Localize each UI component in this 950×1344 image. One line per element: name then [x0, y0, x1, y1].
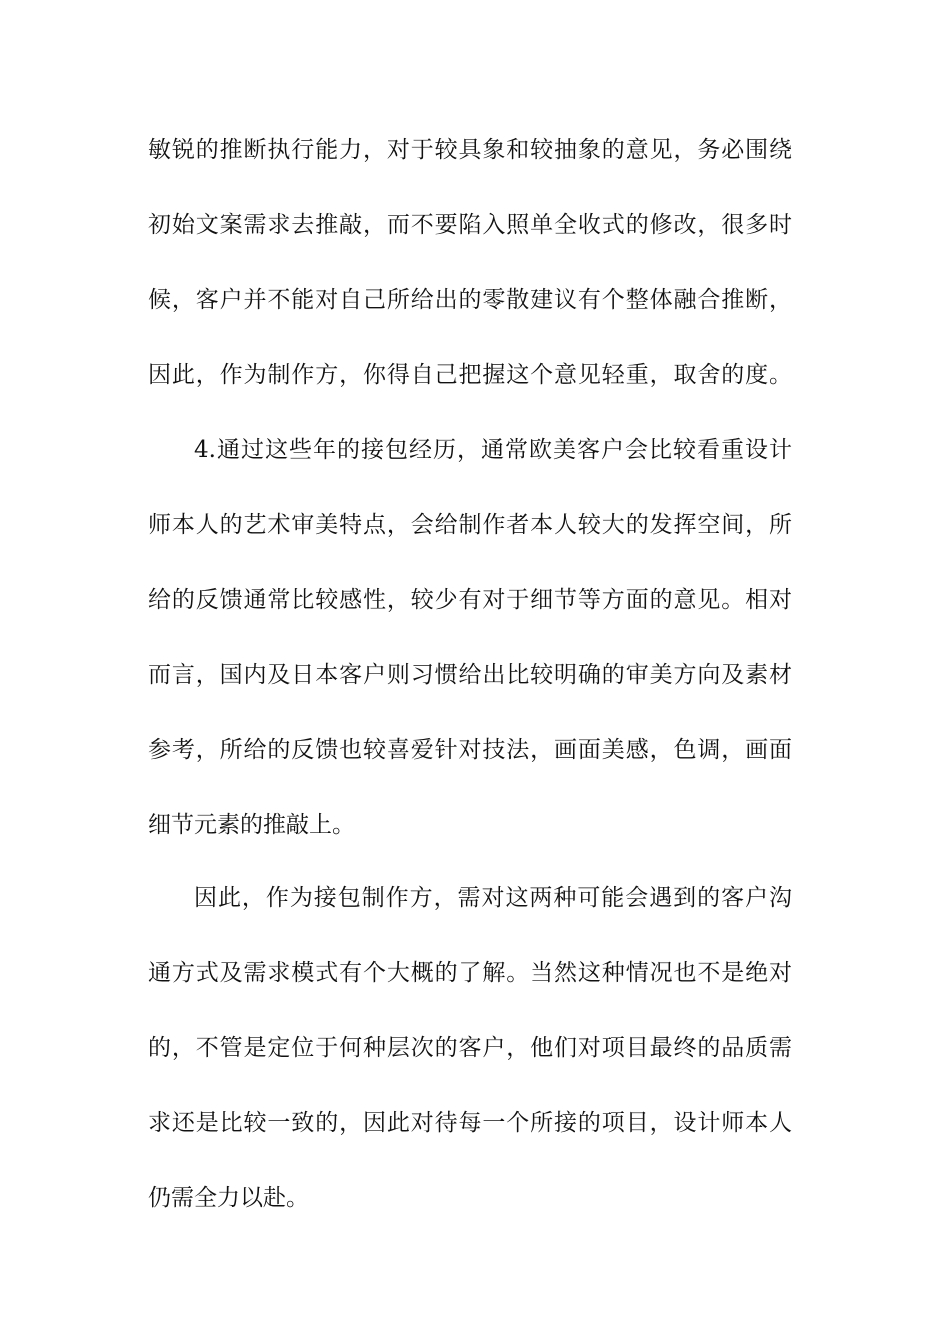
text-line: 给的反馈通常比较感性，较少有对于细节等方面的意见。相对 [148, 587, 792, 613]
text-line: 4.通过这些年的接包经历，通常欧美客户会比较看重设计 [194, 437, 792, 463]
text-line: 的，不管是定位于何种层次的客户，他们对项目最终的品质需 [148, 1035, 792, 1061]
text-line: 仍需全力以赴。 [148, 1185, 309, 1211]
text-line: 候，客户并不能对自己所给出的零散建议有个整体融合推断， [148, 287, 792, 313]
text-line: 师本人的艺术审美特点，会给制作者本人较大的发挥空间，所 [148, 512, 792, 538]
text-line: 敏锐的推断执行能力，对于较具象和较抽象的意见，务必围绕 [148, 137, 792, 163]
text-line: 细节元素的推敲上。 [148, 812, 355, 838]
text-line: 求还是比较一致的，因此对待每一个所接的项目，设计师本人 [148, 1110, 792, 1136]
text-line: 初始文案需求去推敲，而不要陷入照单全收式的修改，很多时 [148, 212, 792, 238]
text-line: 通方式及需求模式有个大概的了解。当然这种情况也不是绝对 [148, 960, 792, 986]
text-line: 因此，作为制作方，你得自己把握这个意见轻重，取舍的度。 [148, 362, 792, 388]
text-line: 而言，国内及日本客户则习惯给出比较明确的审美方向及素材 [148, 662, 792, 688]
text-line: 因此，作为接包制作方，需对这两种可能会遇到的客户沟 [194, 885, 792, 911]
text-line: 参考，所给的反馈也较喜爱针对技法，画面美感，色调，画面 [148, 737, 792, 763]
